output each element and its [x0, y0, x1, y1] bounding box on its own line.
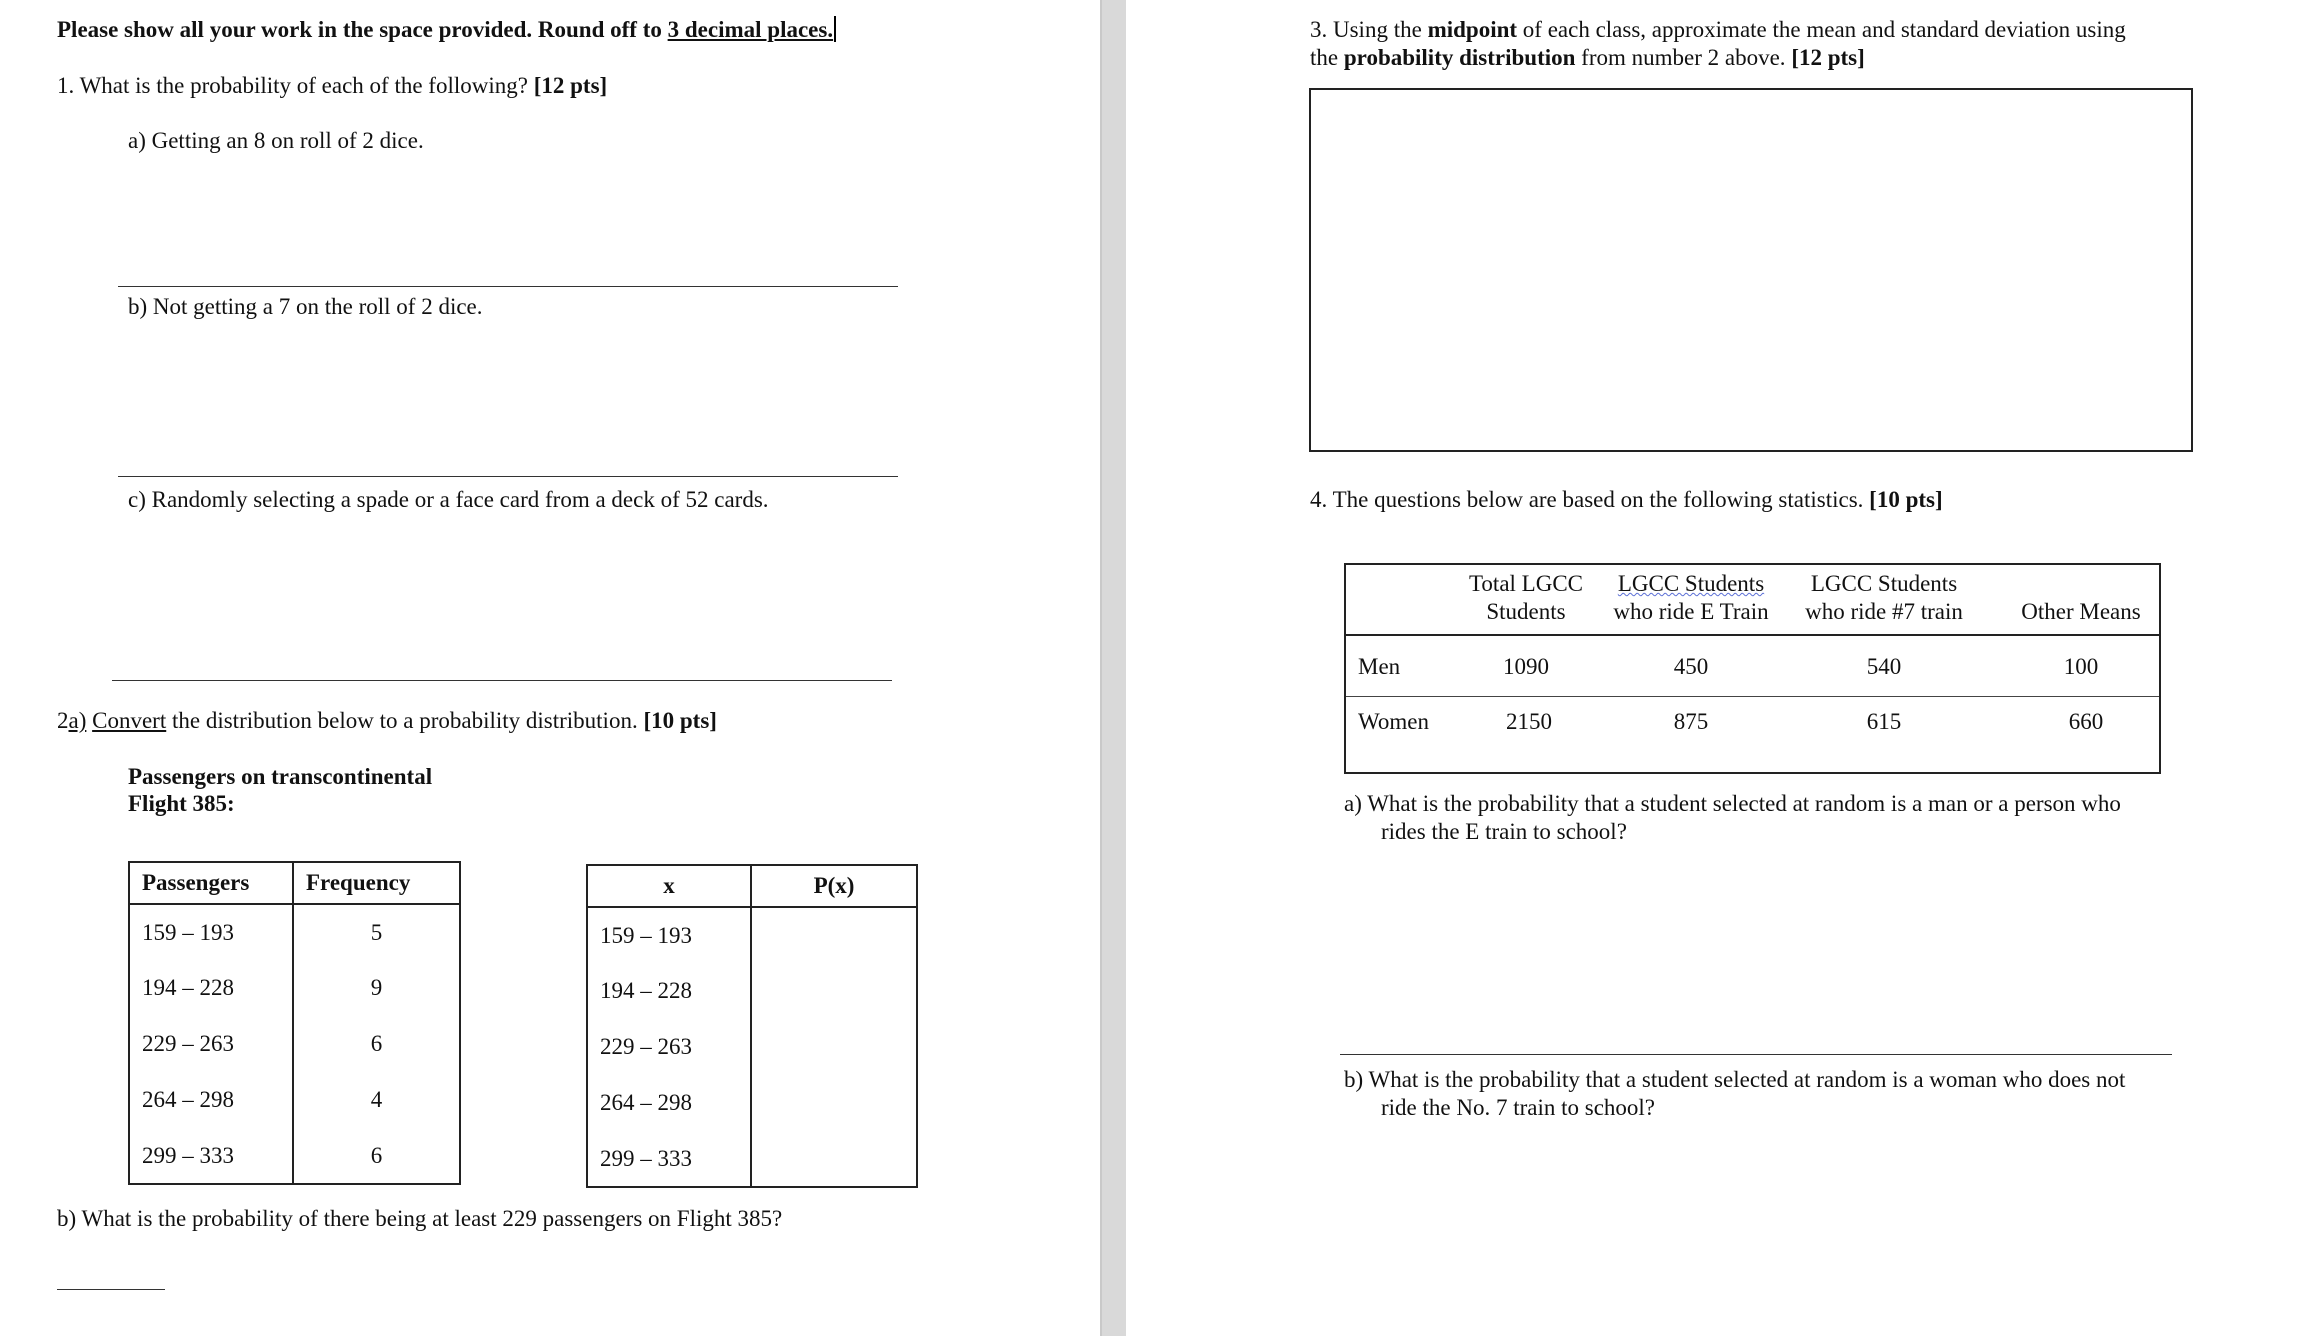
freq-header-frequency: Frequency — [293, 862, 460, 904]
answer-line-q1a — [118, 286, 898, 287]
answer-line-q1b — [118, 476, 898, 477]
q3-points: [12 pts] — [1791, 45, 1865, 70]
stats-row-label-men: Men — [1358, 654, 1401, 679]
stats-header-other — [2006, 570, 2156, 626]
stats-cell: 2150 — [1506, 709, 1552, 734]
q3-line2-pre: the — [1310, 45, 1344, 70]
prob-cell-answer[interactable] — [751, 1131, 917, 1187]
stats-cell: 1090 — [1503, 654, 1549, 679]
stats-cell: 100 — [2063, 654, 2099, 679]
q1b: b) Not getting a 7 on the roll of 2 dice. — [128, 294, 483, 319]
q2-convert-word: Convert — [92, 708, 167, 733]
q4b-line1: b) What is the probability that a student selected at random is a woman who does not — [1344, 1067, 2126, 1092]
q2a-prompt — [57, 707, 717, 735]
stats-header-e-train — [1601, 570, 1781, 626]
stats-header-total — [1446, 570, 1606, 626]
q3-line1-pre: 3. Using the — [1310, 17, 1428, 42]
prob-cell-answer[interactable] — [751, 907, 917, 963]
freq-cell-value: 6 — [293, 1128, 460, 1184]
q2-prompt-rest: the distribution below to a probability distribution. — [166, 708, 644, 733]
instruction-highlight: 3 decimal places. — [667, 17, 834, 42]
q3-probability-distribution: probability distribution — [1343, 45, 1576, 70]
stats-cell: 875 — [1673, 709, 1709, 734]
q1-prompt-text: 1. What is the probability of each of the following? — [57, 73, 534, 98]
stats-header-7-train — [1794, 570, 1974, 626]
q4-points: [10 pts] — [1869, 487, 1943, 512]
stats-row-label-women: Women — [1358, 709, 1429, 734]
answer-line-q2b — [57, 1289, 165, 1290]
stats-row-rule — [1346, 696, 2159, 697]
stats-header-total-line1: Total LGCC — [1468, 571, 1584, 596]
q3-line2 — [1310, 44, 1865, 72]
freq-cell-class: 229 – 263 — [129, 1016, 293, 1072]
statistics-table — [1344, 563, 2161, 774]
q2-points: [10 pts] — [643, 708, 717, 733]
q3-midpoint: midpoint — [1427, 17, 1518, 42]
stats-header-other-line2: Other Means — [2021, 599, 2141, 624]
stats-cell: 615 — [1866, 709, 1902, 734]
q1-prompt — [57, 72, 607, 100]
prob-cell-class: 264 – 298 — [587, 1075, 751, 1131]
freq-cell-value: 9 — [293, 960, 460, 1016]
prob-cell-class: 159 – 193 — [587, 907, 751, 963]
q2-number: 2 — [57, 708, 69, 733]
stats-header-e-line1: LGCC Students — [1617, 571, 1765, 596]
q3-line1 — [1310, 16, 2126, 44]
q3-work-box[interactable] — [1309, 88, 2193, 452]
q1a: a) Getting an 8 on roll of 2 dice. — [128, 128, 424, 153]
q3-line2-post: from number 2 above. — [1575, 45, 1792, 70]
stats-header-e-line2: who ride E Train — [1613, 599, 1769, 624]
freq-cell-value: 6 — [293, 1016, 460, 1072]
stats-header-other-line1 — [2006, 570, 2156, 598]
stats-header-7-line1: LGCC Students — [1810, 571, 1958, 596]
q4b-line2: ride the No. 7 train to school? — [1381, 1095, 1656, 1120]
stats-cell: 660 — [2068, 709, 2104, 734]
frequency-table — [128, 861, 461, 1185]
instruction-header — [57, 16, 836, 44]
prob-cell-class: 229 – 263 — [587, 1019, 751, 1075]
instruction-text: Please show all your work in the space provided. Round off to — [57, 17, 668, 42]
freq-cell-class: 299 – 333 — [129, 1128, 293, 1184]
prob-cell-class: 194 – 228 — [587, 963, 751, 1019]
q2-caption-line2: Flight 385: — [128, 791, 235, 816]
prob-cell-class: 299 – 333 — [587, 1131, 751, 1187]
probability-table — [586, 864, 918, 1188]
freq-cell-value: 4 — [293, 1072, 460, 1128]
q2-caption-line1: Passengers on transcontinental — [128, 764, 433, 789]
text-cursor — [834, 16, 836, 42]
q4-prompt-text: 4. The questions below are based on the following statistics. — [1310, 487, 1870, 512]
freq-cell-class: 264 – 298 — [129, 1072, 293, 1128]
stats-header-7-line2: who ride #7 train — [1805, 599, 1963, 624]
page-gutter — [1102, 0, 1126, 1336]
freq-cell-class: 159 – 193 — [129, 904, 293, 960]
prob-header-px: P(x) — [751, 865, 917, 907]
prob-cell-answer[interactable] — [751, 963, 917, 1019]
answer-line-q1c — [112, 680, 892, 681]
q4a-line2: rides the E train to school? — [1381, 819, 1627, 844]
freq-cell-value: 5 — [293, 904, 460, 960]
freq-cell-class: 194 – 228 — [129, 960, 293, 1016]
q3-line1-post: of each class, approximate the mean and standard deviation using — [1517, 17, 2126, 42]
stats-header-total-line2: Students — [1486, 599, 1566, 624]
prob-cell-answer[interactable] — [751, 1075, 917, 1131]
prob-cell-answer[interactable] — [751, 1019, 917, 1075]
stats-header-rule — [1346, 634, 2159, 636]
q1c: c) Randomly selecting a spade or a face card from a deck of 52 cards. — [128, 487, 769, 512]
freq-header-passengers: Passengers — [129, 862, 293, 904]
q1-points: [12 pts] — [533, 73, 608, 98]
q2b: b) What is the probability of there being at least 229 passengers on Flight 385? — [57, 1206, 783, 1231]
q4a-line1: a) What is the probability that a student selected at random is a man or a person who — [1344, 791, 2121, 816]
prob-header-x: x — [587, 865, 751, 907]
stats-cell: 450 — [1673, 654, 1709, 679]
q2a-label: a) — [68, 708, 87, 733]
q4-prompt — [1310, 486, 1943, 514]
stats-cell: 540 — [1866, 654, 1902, 679]
answer-line-q4a — [1340, 1054, 2172, 1055]
